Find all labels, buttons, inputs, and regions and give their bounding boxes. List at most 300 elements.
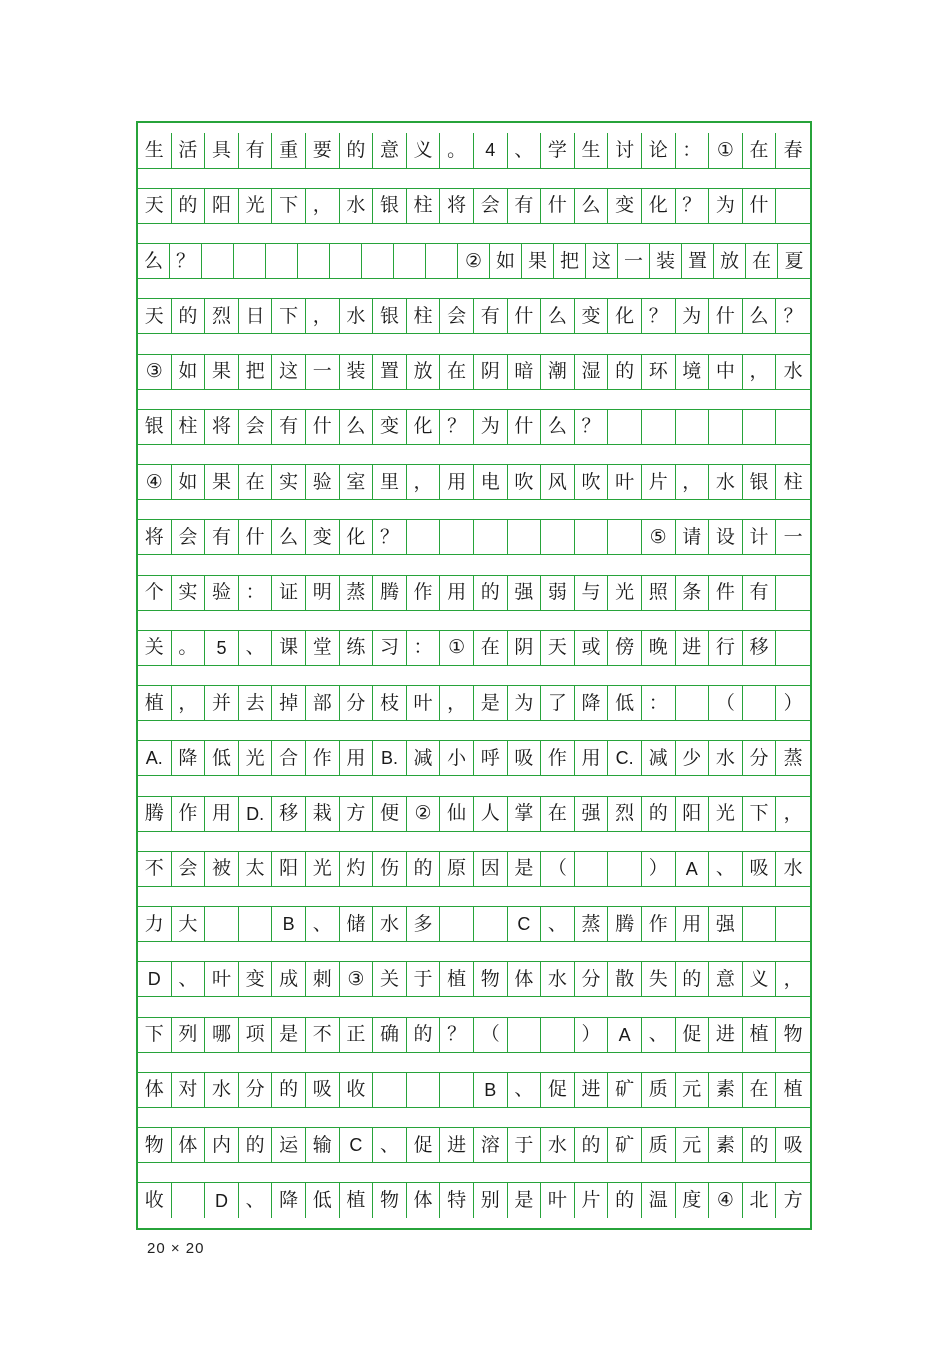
- grid-cell: 植: [138, 686, 172, 720]
- grid-cell: 么: [743, 299, 777, 333]
- grid-cell: 强: [709, 907, 743, 941]
- grid-cell: （: [474, 1018, 508, 1052]
- grid-cell: [330, 244, 362, 278]
- grid-cell: [508, 1018, 542, 1052]
- grid-cell: [676, 410, 710, 444]
- grid-cell: [394, 244, 426, 278]
- grid-cell: 少: [676, 741, 710, 775]
- grid-cell: 、: [642, 1018, 676, 1052]
- grid-cell: （: [541, 852, 575, 886]
- grid-cell: [575, 520, 609, 554]
- grid-cell: 叶: [541, 1183, 575, 1218]
- grid-cell: [298, 244, 330, 278]
- grid-cell: 用: [676, 907, 710, 941]
- grid-cell: 于: [508, 1128, 542, 1162]
- grid-cell: 物: [138, 1128, 172, 1162]
- grid-cell: [440, 907, 474, 941]
- grid-row: [138, 1072, 810, 1108]
- grid-cell: 在: [239, 465, 273, 499]
- grid-cell: [234, 244, 266, 278]
- grid-cell: ，: [783, 802, 803, 825]
- grid-cell: 会: [172, 852, 206, 886]
- grid-cell: 仙: [440, 797, 474, 831]
- grid-cell: 变: [608, 189, 642, 223]
- grid-cell: ？: [440, 410, 474, 444]
- grid-cell: 的: [407, 1018, 441, 1052]
- grid-cell: 方: [783, 1189, 803, 1212]
- grid-cell: 哪: [205, 1018, 239, 1052]
- grid-size-label: 20 × 20: [147, 1240, 205, 1257]
- grid-cell: ？: [575, 410, 609, 444]
- grid-row: [138, 575, 810, 611]
- grid-cell: 作: [642, 907, 676, 941]
- grid-cell: [776, 907, 810, 941]
- grid-cell: ）: [642, 852, 676, 886]
- grid-cell: 是: [474, 686, 508, 720]
- grid-cell: 元: [676, 1128, 710, 1162]
- grid-cell: ：: [239, 576, 273, 610]
- grid-cell: 化: [608, 299, 642, 333]
- grid-cell: 特: [440, 1183, 474, 1218]
- grid-cell: 化: [340, 520, 374, 554]
- grid-cell: [608, 852, 642, 886]
- grid-cell: 质: [642, 1073, 676, 1107]
- grid-cell: ）: [575, 1018, 609, 1052]
- grid-cell: 分: [239, 1073, 273, 1107]
- grid-cell: 强: [575, 797, 609, 831]
- grid-cell: 北: [743, 1183, 777, 1218]
- grid-cell: 低: [205, 741, 239, 775]
- grid-cell: [676, 686, 710, 720]
- grid-cell: 么: [541, 299, 575, 333]
- grid-cell: ④: [709, 1183, 743, 1218]
- grid-cell: 用: [205, 797, 239, 831]
- grid-cell: 因: [474, 852, 508, 886]
- grid-cell: 夏: [784, 249, 804, 272]
- grid-cell: 放: [407, 355, 441, 389]
- grid-cell: 阳: [272, 852, 306, 886]
- grid-cell: 叶: [205, 962, 239, 996]
- grid-cell: 验: [205, 576, 239, 610]
- grid-cell: 学: [541, 133, 575, 168]
- grid-cell: [205, 907, 239, 941]
- grid-cell: 要: [306, 133, 340, 168]
- grid-cell: 蒸: [575, 907, 609, 941]
- grid-cell: 的: [743, 1128, 777, 1162]
- grid-cell: 么: [541, 410, 575, 444]
- grid-cell: 重: [272, 133, 306, 168]
- grid-cell: [239, 907, 273, 941]
- grid-cell: ②: [407, 797, 441, 831]
- grid-cell: 正: [340, 1018, 374, 1052]
- grid-row: [138, 298, 810, 334]
- grid-cell: 植: [440, 962, 474, 996]
- grid-cell: 吸: [783, 1133, 803, 1156]
- grid-cell: ）: [783, 691, 803, 714]
- grid-row: [138, 243, 810, 279]
- grid-cell: [575, 852, 609, 886]
- grid-cell: 在: [743, 1073, 777, 1107]
- grid-cell: 质: [642, 1128, 676, 1162]
- grid-cell: 湿: [575, 355, 609, 389]
- grid-cell: 如: [172, 465, 206, 499]
- grid-cell: 在: [541, 797, 575, 831]
- grid-cell: 吹: [575, 465, 609, 499]
- grid-cell: [743, 907, 777, 941]
- grid-cell: [541, 520, 575, 554]
- grid-cell: 件: [709, 576, 743, 610]
- grid-cell: 、: [541, 907, 575, 941]
- grid-cell: 银: [138, 410, 172, 444]
- grid-cell: 境: [676, 355, 710, 389]
- grid-cell: 光: [239, 189, 273, 223]
- grid-cell: 物: [783, 1023, 803, 1046]
- grid-cell: [743, 686, 777, 720]
- grid-cell: 有: [272, 410, 306, 444]
- grid-cell: 片: [575, 1183, 609, 1218]
- grid-cell: 的: [608, 1183, 642, 1218]
- grid-cell: 降: [272, 1183, 306, 1218]
- grid-cell: 植: [340, 1183, 374, 1218]
- grid-row: [138, 1017, 810, 1053]
- grid-cell: 吸: [306, 1073, 340, 1107]
- grid-cell: 的: [272, 1073, 306, 1107]
- grid-cell: 关: [138, 631, 172, 665]
- grid-cell: 低: [608, 686, 642, 720]
- grid-cell: 下: [138, 1018, 172, 1052]
- grid-cell: 讨: [608, 133, 642, 168]
- grid-cell: 片: [642, 465, 676, 499]
- grid-cell: 天: [138, 189, 172, 223]
- grid-cell: 物: [373, 1183, 407, 1218]
- grid-cell: 光: [239, 741, 273, 775]
- grid-cell: ③: [340, 962, 374, 996]
- grid-cell: 实: [172, 576, 206, 610]
- grid-cell: 不: [306, 1018, 340, 1052]
- grid-cell: ？: [373, 520, 407, 554]
- grid-cell: 4: [474, 133, 508, 168]
- grid-cell: 个: [138, 576, 172, 610]
- grid-cell: 这: [586, 244, 618, 278]
- grid-cell: B.: [373, 741, 407, 775]
- grid-cell: ，: [306, 299, 340, 333]
- grid-cell: 在: [474, 631, 508, 665]
- grid-cell: 光: [306, 852, 340, 886]
- grid-cell: 确: [373, 1018, 407, 1052]
- grid-cell: D: [205, 1183, 239, 1218]
- grid-cell: 果: [205, 465, 239, 499]
- grid-cell: A: [676, 852, 710, 886]
- grid-row: [138, 133, 810, 169]
- grid-cell: C: [340, 1128, 374, 1162]
- grid-cell: 灼: [340, 852, 374, 886]
- grid-cell: [776, 576, 810, 610]
- grid-cell: 潮: [541, 355, 575, 389]
- grid-cell: 或: [575, 631, 609, 665]
- grid-cell: [172, 1183, 206, 1218]
- grid-row: [138, 1127, 810, 1163]
- grid-cell: 在: [743, 133, 777, 168]
- grid-cell: [776, 189, 810, 223]
- grid-cell: 并: [205, 686, 239, 720]
- grid-cell: 中: [709, 355, 743, 389]
- grid-cell: ：: [642, 686, 676, 720]
- grid-cell: [426, 244, 458, 278]
- grid-cell: 枝: [373, 686, 407, 720]
- grid-cell: 列: [172, 1018, 206, 1052]
- grid-cell: [373, 1073, 407, 1107]
- grid-cell: 水: [373, 907, 407, 941]
- grid-cell: 掌: [508, 797, 542, 831]
- grid-cell: 下: [743, 797, 777, 831]
- grid-cell: 。: [172, 631, 206, 665]
- grid-cell: ：: [676, 133, 710, 168]
- grid-cell: 矿: [608, 1128, 642, 1162]
- grid-cell: 设: [709, 520, 743, 554]
- grid-cell: 失: [642, 962, 676, 996]
- grid-cell: 装: [650, 244, 682, 278]
- grid-cell: 银: [743, 465, 777, 499]
- grid-cell: 有: [474, 299, 508, 333]
- grid-cell: 生: [575, 133, 609, 168]
- grid-cell: 具: [205, 133, 239, 168]
- grid-cell: 变: [306, 520, 340, 554]
- grid-cell: 天: [541, 631, 575, 665]
- grid-cell: 、: [306, 907, 340, 941]
- grid-cell: ①: [440, 631, 474, 665]
- grid-cell: ？: [783, 304, 803, 327]
- grid-cell: （: [709, 686, 743, 720]
- grid-cell: 这: [272, 355, 306, 389]
- grid-cell: 有: [743, 576, 777, 610]
- grid-cell: 不: [138, 852, 172, 886]
- grid-cell: 么: [138, 244, 170, 278]
- grid-cell: 什: [743, 189, 777, 223]
- grid-cell: 变: [239, 962, 273, 996]
- grid-cell: 如: [172, 355, 206, 389]
- grid-cell: 烈: [205, 299, 239, 333]
- grid-cell: D: [138, 962, 172, 996]
- grid-cell: 是: [508, 1183, 542, 1218]
- grid-cell: 暗: [508, 355, 542, 389]
- grid-row: [138, 188, 810, 224]
- grid-cell: 了: [541, 686, 575, 720]
- grid-cell: 与: [575, 576, 609, 610]
- grid-cell: 柱: [407, 299, 441, 333]
- grid-cell: 什: [306, 410, 340, 444]
- grid-cell: 水: [340, 299, 374, 333]
- grid-cell: 水: [541, 1128, 575, 1162]
- grid-cell: 电: [474, 465, 508, 499]
- grid-cell: 如: [490, 244, 522, 278]
- grid-cell: 叶: [407, 686, 441, 720]
- grid-cell: 置: [373, 355, 407, 389]
- grid-cell: 请: [676, 520, 710, 554]
- grid-cell: 一: [306, 355, 340, 389]
- grid-cell: 意: [373, 133, 407, 168]
- grid-cell: 、: [172, 962, 206, 996]
- grid-cell: 果: [205, 355, 239, 389]
- grid-cell: 义: [407, 133, 441, 168]
- grid-cell: 吸: [743, 852, 777, 886]
- grid-cell: 柱: [172, 410, 206, 444]
- grid-cell: ②: [458, 244, 490, 278]
- grid-cell: 吸: [508, 741, 542, 775]
- grid-cell: 、: [709, 852, 743, 886]
- grid-cell: [440, 520, 474, 554]
- grid-cell: 蒸: [340, 576, 374, 610]
- grid-cell: 把: [239, 355, 273, 389]
- grid-cell: 体: [172, 1128, 206, 1162]
- grid-cell: 伤: [373, 852, 407, 886]
- grid-cell: 多: [407, 907, 441, 941]
- grid-cell: 促: [676, 1018, 710, 1052]
- grid-cell: [776, 410, 810, 444]
- grid-cell: 一: [783, 525, 803, 548]
- grid-cell: 果: [522, 244, 554, 278]
- grid-cell: 低: [306, 1183, 340, 1218]
- grid-cell: 阴: [508, 631, 542, 665]
- grid-cell: 蒸: [783, 746, 803, 769]
- grid-cell: 下: [272, 299, 306, 333]
- grid-cell: 物: [474, 962, 508, 996]
- grid-cell: 用: [440, 465, 474, 499]
- grid-cell: 方: [340, 797, 374, 831]
- grid-cell: 降: [575, 686, 609, 720]
- grid-cell: 体: [407, 1183, 441, 1218]
- grid-cell: 5: [205, 631, 239, 665]
- grid-cell: 作: [172, 797, 206, 831]
- grid-cell: 将: [440, 189, 474, 223]
- grid-cell: 成: [272, 962, 306, 996]
- grid-cell: 什: [709, 299, 743, 333]
- grid-cell: 运: [272, 1128, 306, 1162]
- grid-cell: 分: [743, 741, 777, 775]
- grid-cell: 用: [575, 741, 609, 775]
- grid-row: [138, 961, 810, 997]
- grid-cell: 证: [272, 576, 306, 610]
- grid-cell: 、: [508, 1073, 542, 1107]
- grid-cell: ，: [440, 686, 474, 720]
- grid-cell: 里: [373, 465, 407, 499]
- grid-cell: 体: [138, 1073, 172, 1107]
- grid-cell: 会: [172, 520, 206, 554]
- grid-cell: 植: [743, 1018, 777, 1052]
- grid-cell: 叶: [608, 465, 642, 499]
- grid-cell: 体: [508, 962, 542, 996]
- grid-cell: 把: [554, 244, 586, 278]
- grid-cell: 义: [743, 962, 777, 996]
- grid-cell: ，: [676, 465, 710, 499]
- grid-cell: 在: [746, 244, 778, 278]
- grid-cell: 天: [138, 299, 172, 333]
- grid-cell: 的: [474, 576, 508, 610]
- grid-cell: 别: [474, 1183, 508, 1218]
- grid-cell: [266, 244, 298, 278]
- grid-cell: 促: [541, 1073, 575, 1107]
- grid-cell: 的: [642, 797, 676, 831]
- grid-cell: 、: [373, 1128, 407, 1162]
- grid-cell: 掉: [272, 686, 306, 720]
- grid-cell: ，: [172, 686, 206, 720]
- grid-cell: 什: [508, 410, 542, 444]
- grid-cell: 银: [373, 299, 407, 333]
- grid-cell: 进: [440, 1128, 474, 1162]
- grid-row: [138, 1182, 810, 1218]
- grid-cell: 人: [474, 797, 508, 831]
- grid-cell: 有: [239, 133, 273, 168]
- grid-cell: 植: [783, 1078, 803, 1101]
- grid-cell: 减: [407, 741, 441, 775]
- grid-cell: C.: [608, 741, 642, 775]
- grid-cell: 腾: [373, 576, 407, 610]
- grid-cell: 行: [709, 631, 743, 665]
- grid-cell: [474, 907, 508, 941]
- grid-cell: 意: [709, 962, 743, 996]
- grid-cell: 照: [642, 576, 676, 610]
- grid-cell: 移: [743, 631, 777, 665]
- grid-cell: ？: [676, 189, 710, 223]
- grid-cell: 阳: [205, 189, 239, 223]
- grid-cell: 分: [575, 962, 609, 996]
- grid-cell: 于: [407, 962, 441, 996]
- grid-cell: 日: [239, 299, 273, 333]
- grid-cell: A.: [138, 741, 172, 775]
- grid-cell: 素: [709, 1128, 743, 1162]
- grid-cell: 温: [642, 1183, 676, 1218]
- grid-cell: 为: [508, 686, 542, 720]
- grid-cell: [541, 1018, 575, 1052]
- grid-cell: ：: [407, 631, 441, 665]
- grid-cell: 收: [340, 1073, 374, 1107]
- grid-cell: 散: [608, 962, 642, 996]
- grid-cell: 对: [172, 1073, 206, 1107]
- grid-cell: 水: [340, 189, 374, 223]
- grid-cell: [608, 520, 642, 554]
- grid-cell: 太: [239, 852, 273, 886]
- manuscript-grid: [136, 121, 812, 1230]
- grid-cell: C: [508, 907, 542, 941]
- grid-cell: 分: [340, 686, 374, 720]
- grid-cell: 进: [676, 631, 710, 665]
- grid-cell: 光: [608, 576, 642, 610]
- grid-cell: ？: [170, 244, 202, 278]
- grid-cell: 水: [783, 857, 803, 880]
- grid-cell: ？: [440, 1018, 474, 1052]
- grid-cell: 为: [474, 410, 508, 444]
- grid-cell: 关: [373, 962, 407, 996]
- grid-cell: 练: [340, 631, 374, 665]
- grid-cell: 实: [272, 465, 306, 499]
- grid-cell: 为: [709, 189, 743, 223]
- grid-cell: 项: [239, 1018, 273, 1052]
- grid-cell: 会: [474, 189, 508, 223]
- grid-cell: 堂: [306, 631, 340, 665]
- grid-row: [138, 851, 810, 887]
- grid-cell: 是: [508, 852, 542, 886]
- grid-cell: 强: [508, 576, 542, 610]
- grid-cell: 论: [642, 133, 676, 168]
- grid-cell: 银: [373, 189, 407, 223]
- grid-cell: 进: [575, 1073, 609, 1107]
- grid-cell: 元: [676, 1073, 710, 1107]
- grid-cell: 活: [172, 133, 206, 168]
- grid-cell: 呼: [474, 741, 508, 775]
- grid-cell: 将: [205, 410, 239, 444]
- grid-row: [138, 409, 810, 445]
- grid-cell: [776, 631, 810, 665]
- grid-cell: 柱: [407, 189, 441, 223]
